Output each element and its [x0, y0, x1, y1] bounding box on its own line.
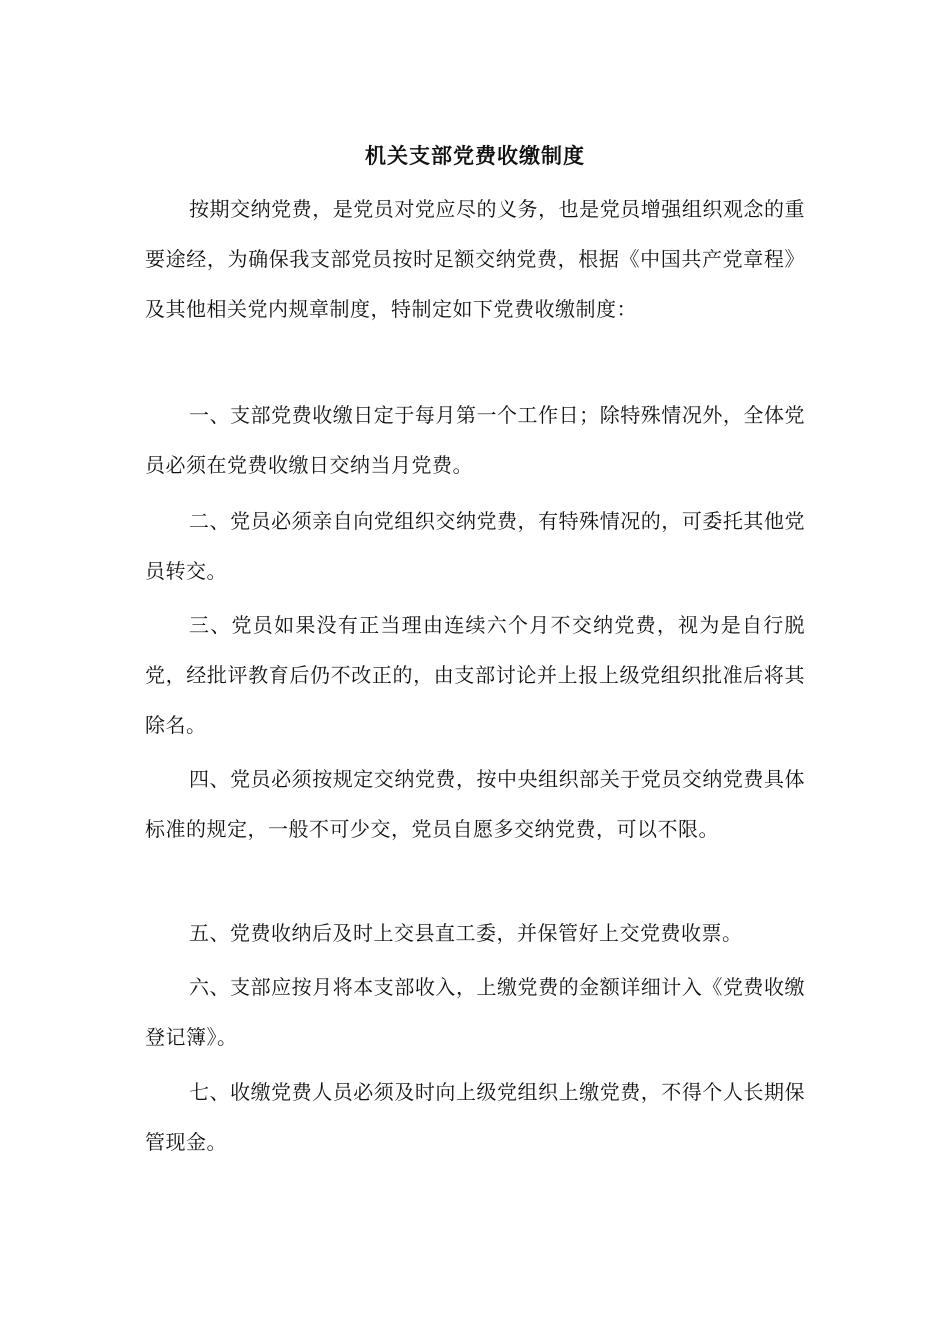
intro-paragraph: 按期交纳党费，是党员对党应尽的义务，也是党员增强组织观念的重要途经，为确保我支部党员按时足额交纳党费，根据《中国共产党章程》及其他相关党内规章制度，特制定如下党费收缴制度： [145, 197, 805, 321]
rule-item-3: 三、党员如果没有正当理由连续六个月不交纳党费，视为是自行脱党，经批评教育后仍不改正的，由支部讨论并上报上级党组织批准后将其除名。 [145, 613, 805, 737]
document-title: 机关支部党费收缴制度 [365, 143, 585, 168]
rule-item-2: 二、党员必须亲自向党组织交纳党费，有特殊情况的，可委托其他党员转交。 [145, 509, 805, 583]
rule-item-4: 四、党员必须按规定交纳党费，按中央组织部关于党员交纳党费具体标准的规定，一般不可少交，党员自愿多交纳党费，可以不限。 [145, 767, 805, 841]
rule-item-5: 五、党费收纳后及时上交县直工委，并保管好上交党费收票。 [189, 921, 743, 945]
rule-item-6: 六、支部应按月将本支部收入，上缴党费的金额详细计入《党费收缴登记簿》。 [145, 975, 805, 1049]
rule-item-7: 七、收缴党费人员必须及时向上级党组织上缴党费，不得个人长期保管现金。 [145, 1080, 805, 1154]
rule-item-1: 一、支部党费收缴日定于每月第一个工作日；除特殊情况外，全体党员必须在党费收缴日交纳当月党费。 [145, 403, 805, 477]
